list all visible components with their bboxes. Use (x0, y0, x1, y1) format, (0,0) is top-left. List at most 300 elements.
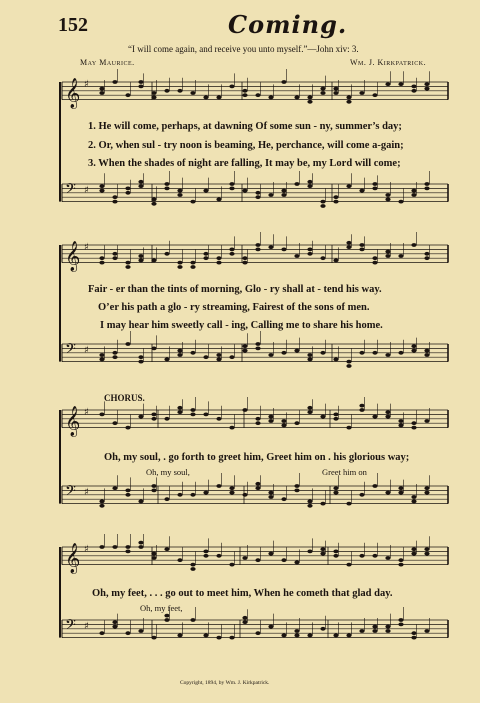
note-head (138, 541, 143, 545)
note-head (372, 256, 377, 260)
note-head (112, 355, 117, 359)
note-head (307, 248, 312, 252)
note-head (281, 193, 286, 197)
note-head (411, 189, 416, 193)
note-head (255, 191, 260, 195)
note-head (216, 198, 221, 202)
note-head (255, 342, 260, 346)
chorus-cue-oh-my-feet: Oh, my feet, (140, 603, 183, 613)
note-head (385, 491, 390, 495)
note-head (229, 252, 234, 256)
note-head (242, 408, 247, 412)
note-head (99, 353, 104, 357)
note-head (320, 204, 325, 208)
note-head (242, 93, 247, 97)
note-head (307, 634, 312, 638)
note-head (294, 489, 299, 493)
note-head (229, 563, 234, 567)
note-head (398, 419, 403, 423)
note-head (216, 256, 221, 260)
note-head (242, 261, 247, 265)
note-head (190, 413, 195, 417)
note-head (177, 261, 182, 265)
note-head (112, 545, 117, 549)
note-head (151, 552, 156, 556)
note-head (411, 495, 416, 499)
note-head (372, 415, 377, 419)
note-head (125, 489, 130, 493)
note-head (268, 625, 273, 629)
note-head (268, 491, 273, 495)
note-head (112, 195, 117, 199)
note-head (99, 91, 104, 95)
note-head (307, 406, 312, 410)
note-head (203, 252, 208, 256)
note-head (151, 636, 156, 640)
note-head (359, 404, 364, 408)
note-head (281, 189, 286, 193)
note-head (203, 634, 208, 638)
note-head (281, 248, 286, 252)
note-head (242, 616, 247, 620)
note-head (216, 358, 221, 362)
note-head (320, 91, 325, 95)
chorus-cue-oh-my-soul: Oh, my soul, (146, 467, 190, 477)
note-head (164, 614, 169, 618)
note-head (411, 243, 416, 247)
hymn-title: Coming. (228, 10, 348, 39)
note-head (255, 631, 260, 635)
note-head (112, 200, 117, 204)
note-head (307, 180, 312, 184)
note-head (281, 634, 286, 638)
note-head (424, 349, 429, 353)
note-head (372, 629, 377, 633)
note-head (242, 556, 247, 560)
note-head (294, 421, 299, 425)
note-head (229, 85, 234, 89)
note-head (333, 486, 338, 490)
note-head (255, 195, 260, 199)
note-head (359, 408, 364, 412)
note-head (151, 489, 156, 493)
note-head (320, 552, 325, 556)
note-head (307, 550, 312, 554)
note-head (203, 96, 208, 100)
note-head (372, 182, 377, 186)
note-head (177, 410, 182, 414)
note-head (398, 491, 403, 495)
note-head (242, 256, 247, 260)
note-head (307, 100, 312, 104)
note-head (112, 80, 117, 84)
note-head (99, 184, 104, 188)
note-head (346, 426, 351, 430)
note-head (216, 484, 221, 488)
treble-clef: 𝄞 (65, 406, 81, 437)
note-head (372, 261, 377, 265)
note-head (346, 96, 351, 100)
note-head (346, 184, 351, 188)
note-head (385, 82, 390, 86)
note-head (229, 182, 234, 186)
note-head (190, 408, 195, 412)
note-head (151, 259, 156, 263)
note-head (359, 629, 364, 633)
key-signature-sharp: ♯ (84, 621, 89, 632)
note-head (346, 563, 351, 567)
key-signature-sharp: ♯ (84, 487, 89, 498)
note-head (112, 486, 117, 490)
note-head (138, 180, 143, 184)
note-head (164, 497, 169, 501)
note-head (112, 625, 117, 629)
note-head (216, 96, 221, 100)
note-head (372, 625, 377, 629)
note-head (203, 413, 208, 417)
note-head (333, 200, 338, 204)
note-head (255, 248, 260, 252)
note-head (320, 547, 325, 551)
key-signature-sharp: ♯ (84, 79, 89, 90)
note-head (398, 563, 403, 567)
note-head (99, 413, 104, 417)
note-head (242, 89, 247, 93)
note-head (229, 426, 234, 430)
key-signature-sharp: ♯ (84, 185, 89, 196)
note-head (385, 629, 390, 633)
note-head (307, 353, 312, 357)
note-head (216, 417, 221, 421)
note-head (229, 355, 234, 359)
key-signature-sharp: ♯ (84, 242, 89, 253)
note-head (138, 254, 143, 258)
note-head (138, 80, 143, 84)
note-head (359, 554, 364, 558)
note-head (242, 493, 247, 497)
note-head (229, 486, 234, 490)
note-head (229, 636, 234, 640)
note-head (411, 547, 416, 551)
note-head (255, 486, 260, 490)
note-head (307, 410, 312, 414)
note-head (125, 191, 130, 195)
note-head (333, 413, 338, 417)
bass-clef: 𝄢 (65, 181, 76, 201)
note-head (125, 545, 130, 549)
note-head (164, 547, 169, 551)
note-head (346, 241, 351, 245)
note-head (177, 89, 182, 93)
note-head (164, 252, 169, 256)
note-head (164, 618, 169, 622)
note-head (190, 618, 195, 622)
note-head (99, 189, 104, 193)
key-signature-sharp: ♯ (84, 407, 89, 418)
note-head (255, 558, 260, 562)
note-head (177, 353, 182, 357)
note-head (203, 554, 208, 558)
note-head (346, 100, 351, 104)
note-head (398, 82, 403, 86)
note-head (294, 182, 299, 186)
chorus-cue-greet-him-on: Greet him on (322, 467, 367, 477)
note-head (333, 259, 338, 263)
note-head (255, 347, 260, 351)
note-head (99, 87, 104, 91)
note-head (359, 493, 364, 497)
note-head (385, 353, 390, 357)
note-head (385, 415, 390, 419)
note-head (372, 484, 377, 488)
note-head (177, 558, 182, 562)
note-head (112, 620, 117, 624)
note-head (294, 484, 299, 488)
note-head (177, 193, 182, 197)
note-head (138, 355, 143, 359)
note-head (424, 256, 429, 260)
note-head (398, 623, 403, 627)
note-head (294, 561, 299, 565)
note-head (112, 351, 117, 355)
note-head (190, 261, 195, 265)
note-head (125, 261, 130, 265)
note-head (424, 552, 429, 556)
note-head (294, 254, 299, 258)
note-head (294, 96, 299, 100)
bass-clef: 𝄢 (65, 483, 76, 503)
note-head (164, 358, 169, 362)
note-head (281, 419, 286, 423)
note-head (190, 200, 195, 204)
note-head (99, 504, 104, 508)
note-head (307, 252, 312, 256)
note-head (398, 200, 403, 204)
note-head (320, 200, 325, 204)
note-head (268, 552, 273, 556)
page-number: 152 (58, 14, 88, 36)
note-head (411, 344, 416, 348)
note-head (112, 256, 117, 260)
note-head (424, 252, 429, 256)
note-head (333, 195, 338, 199)
note-head (255, 93, 260, 97)
note-head (229, 248, 234, 252)
note-head (268, 495, 273, 499)
note-head (411, 631, 416, 635)
note-head (138, 85, 143, 89)
note-head (190, 265, 195, 269)
note-head (320, 256, 325, 260)
note-head (177, 406, 182, 410)
note-head (398, 351, 403, 355)
note-head (398, 486, 403, 490)
note-head (372, 187, 377, 191)
note-head (346, 245, 351, 249)
note-head (125, 93, 130, 97)
note-head (138, 360, 143, 364)
note-head (359, 351, 364, 355)
note-head (216, 554, 221, 558)
note-head (99, 256, 104, 260)
note-head (268, 415, 273, 419)
note-head (177, 265, 182, 269)
note-head (151, 96, 156, 100)
verse3-line1: 3. When the shades of night are falling, It may be, my Lord will come; (88, 158, 401, 169)
note-head (411, 421, 416, 425)
note-head (346, 634, 351, 638)
note-head (112, 421, 117, 425)
note-head (99, 261, 104, 265)
note-head (151, 484, 156, 488)
note-head (268, 353, 273, 357)
note-head (190, 351, 195, 355)
note-head (333, 491, 338, 495)
note-head (385, 250, 390, 254)
note-head (177, 493, 182, 497)
note-head (281, 424, 286, 428)
note-head (398, 424, 403, 428)
note-head (138, 184, 143, 188)
note-head (242, 344, 247, 348)
note-head (268, 193, 273, 197)
note-head (333, 634, 338, 638)
bass-clef: 𝄢 (65, 341, 76, 361)
note-head (346, 360, 351, 364)
note-head (320, 502, 325, 506)
note-head (255, 243, 260, 247)
note-head (125, 342, 130, 346)
note-head (294, 629, 299, 633)
note-head (138, 629, 143, 633)
note-head (190, 567, 195, 571)
note-head (190, 493, 195, 497)
note-head (359, 248, 364, 252)
note-head (99, 500, 104, 504)
note-head (398, 558, 403, 562)
lyricist-credit: May Maurice. (80, 58, 135, 67)
note-head (333, 554, 338, 558)
note-head (125, 426, 130, 430)
note-head (99, 545, 104, 549)
note-head (255, 421, 260, 425)
key-signature-sharp: ♯ (84, 544, 89, 555)
note-head (125, 550, 130, 554)
note-head (151, 556, 156, 560)
note-head (281, 497, 286, 501)
note-head (385, 193, 390, 197)
note-head (203, 189, 208, 193)
note-head (320, 87, 325, 91)
note-head (385, 254, 390, 258)
note-head (385, 198, 390, 202)
note-head (307, 358, 312, 362)
note-head (424, 353, 429, 357)
note-head (164, 187, 169, 191)
chorus-label: CHORUS. (104, 393, 145, 403)
note-head (424, 491, 429, 495)
note-head (99, 631, 104, 635)
chorus-line2: Oh, my feet, . . . go out to meet him, When he cometh that glad day. (92, 588, 393, 599)
note-head (164, 417, 169, 421)
note-head (424, 629, 429, 633)
note-head (125, 265, 130, 269)
note-head (151, 202, 156, 206)
note-head (242, 349, 247, 353)
note-head (333, 91, 338, 95)
note-head (424, 87, 429, 91)
note-head (281, 351, 286, 355)
note-head (138, 415, 143, 419)
note-head (151, 198, 156, 202)
note-head (151, 347, 156, 351)
note-head (411, 89, 416, 93)
note-head (411, 349, 416, 353)
note-head (333, 417, 338, 421)
note-head (411, 552, 416, 556)
note-head (99, 358, 104, 362)
note-head (138, 259, 143, 263)
note-head (255, 417, 260, 421)
note-head (255, 482, 260, 486)
note-head (385, 625, 390, 629)
treble-clef: 𝄞 (65, 78, 81, 109)
note-head (242, 620, 247, 624)
note-head (216, 261, 221, 265)
note-head (424, 82, 429, 86)
note-head (164, 89, 169, 93)
note-head (320, 351, 325, 355)
composer-credit: Wm. J. Kirkpatrick. (350, 58, 427, 67)
copyright-notice: Copyright, 1894, by Wm. J. Kirkpatrick. (180, 680, 270, 686)
note-head (333, 87, 338, 91)
treble-clef: 𝄞 (65, 241, 81, 272)
note-head (138, 500, 143, 504)
note-head (307, 184, 312, 188)
treble-clef: 𝄞 (65, 543, 81, 574)
note-head (268, 419, 273, 423)
note-head (281, 558, 286, 562)
note-head (242, 189, 247, 193)
bass-clef: 𝄢 (65, 617, 76, 637)
note-head (333, 550, 338, 554)
chorus-line1: Oh, my soul, . go forth to greet him, Greet him on . his glorious way; (104, 452, 410, 463)
note-head (359, 91, 364, 95)
note-head (411, 500, 416, 504)
note-head (411, 426, 416, 430)
verse2-line1: 2. Or, when sul - try noon is beaming, He, perchance, will come a-gain; (88, 140, 404, 151)
note-head (125, 187, 130, 191)
note-head (385, 410, 390, 414)
note-head (424, 187, 429, 191)
note-head (320, 415, 325, 419)
note-head (151, 417, 156, 421)
note-head (164, 182, 169, 186)
note-head (372, 554, 377, 558)
note-head (151, 91, 156, 95)
note-head (411, 636, 416, 640)
note-head (424, 419, 429, 423)
note-head (346, 364, 351, 368)
note-head (125, 631, 130, 635)
note-head (268, 96, 273, 100)
note-head (138, 545, 143, 549)
note-head (203, 355, 208, 359)
note-head (281, 80, 286, 84)
note-head (359, 189, 364, 193)
note-head (385, 556, 390, 560)
note-head (398, 254, 403, 258)
